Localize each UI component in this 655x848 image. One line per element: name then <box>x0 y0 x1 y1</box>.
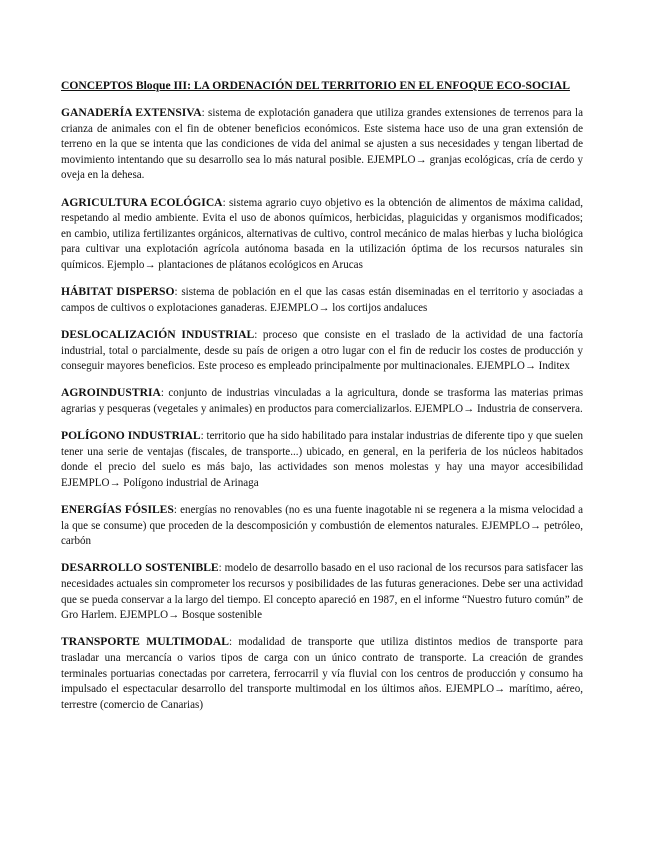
concept-definition: : modelo de desarrollo basado en el uso racional de los recursos para satisfacer las necesidades actuales sin comprometer los recursos y posibilidades de las futuras generaciones. Debe ser una actividad que se pueda conservar a la largo del tiempo. El concepto apareció en 1987, en el informe “Nuestro futuro común” de Gro Harlem. EJEMPLO→ Bosque sostenible <box>61 562 583 622</box>
document-title: CONCEPTOS Bloque III: LA ORDENACIÓN DEL TERRITORIO EN EL ENFOQUE ECO-SOCIAL <box>61 79 570 92</box>
concept-term: TRANSPORTE MULTIMODAL <box>61 635 229 649</box>
document-page <box>61 78 583 724</box>
concept-term: HÁBITAT DISPERSO <box>61 285 175 299</box>
concept-term: DESLOCALIZACIÓN INDUSTRIAL <box>61 327 255 341</box>
concept-entry-agroindustria <box>61 385 583 417</box>
concept-definition: : energías no renovables (no es una fuente inagotable ni se regenera a la misma velocidad a la que se consume) que proceden de la descomposición y combustión de elementos naturales. EJEMPLO→ petróleo, carbón <box>61 504 583 548</box>
concept-definition: : sistema de explotación ganadera que utiliza grandes extensiones de terrenos para la crianza de animales con el fin de obtener beneficios económicos. Este sistema hace uso de una gran extensión de terreno en la que se intenta que las condiciones de vida del animal se ajusten a sus necesidades y tengan libertad de movimiento intentando que su desarrollo sea lo más natural posible. EJEMPLO→ granjas ecológicas, cría de cerdo y oveja en la dehesa. <box>61 107 583 182</box>
concept-entry-desarrollo-sostenible <box>61 560 583 623</box>
concept-definition: : conjunto de industrias vinculadas a la agricultura, donde se trasforma las materias primas agrarias y pesqueras (vegetales y animales) en productos para comercializarlos. EJEMPLO→ Industria de conservera. <box>61 387 583 415</box>
concept-entry-deslocalizacion-industrial <box>61 327 583 375</box>
concept-term: DESARROLLO SOSTENIBLE <box>61 561 219 575</box>
concept-entry-habitat-disperso <box>61 284 583 316</box>
concept-definition: : sistema agrario cuyo objetivo es la obtención de alimentos de máxima calidad, respetando al medio ambiente. Evita el uso de abonos químicos, herbicidas, plaguicidas y organismos modificados; en cambio, utiliza fertilizantes orgánicos, alternativas de cultivo, control mecánico de malas hierbas y lucha biológica para cultivar una explotación agrícola autónoma basada en la utilización óptima de los recursos naturales sin químicos. Ejemplo→ plantaciones de plátanos ecológicos en Arucas <box>61 196 583 271</box>
concept-term: AGROINDUSTRIA <box>61 386 161 400</box>
concept-definition: : proceso que consiste en el traslado de la actividad de una factoría industrial, total o parcialmente, desde su país de origen a otro lugar con el fin de reducir los costes de producción y conseguir mayores beneficios. Este proceso es empleado principalmente por multinacionales. EJEMPLO→ Inditex <box>61 328 583 373</box>
concept-term: POLÍGONO INDUSTRIAL <box>61 429 201 443</box>
concept-entry-poligono-industrial <box>61 428 583 491</box>
concept-entry-transporte-multimodal <box>61 634 583 713</box>
concept-definition: : modalidad de transporte que utiliza distintos medios de transporte para trasladar una mercancía o varios tipos de carga con un único contrato de transporte. La creación de grandes terminales portuarias conectadas por carretera, ferrocarril y vía fluvial con los centros de producción y consumo ha impulsado el espectacular desarrollo del transporte multimodal en los últimos años. EJEMPLO→ marítimo, aéreo, terrestre (comercio de Canarias) <box>61 636 583 711</box>
concept-entry-energias-fosiles <box>61 502 583 550</box>
concept-term: ENERGÍAS FÓSILES <box>61 503 174 517</box>
concept-term: GANADERÍA EXTENSIVA <box>61 106 202 119</box>
concept-term: AGRICULTURA ECOLÓGICA <box>61 195 223 209</box>
concept-entry-agricultura-ecologica <box>61 195 583 274</box>
concept-entry-ganaderia-extensiva <box>61 105 583 184</box>
concept-definition: : sistema de población en el que las casas están diseminadas en el territorio y asociadas a campos de cultivos o explotaciones ganaderas. EJEMPLO→ los cortijos andaluces <box>61 286 583 314</box>
concept-definition: : territorio que ha sido habilitado para instalar industrias de diferente tipo y que suelen tener una serie de ventajas (fiscales, de transporte...) ubicado, en general, en la periferia de los núcleos habitados donde el precio del suelo es más bajo, las actividades son menos molestas y hay una mayor accesibilidad EJEMPLO→ Polígono industrial de Arinaga <box>61 430 583 489</box>
